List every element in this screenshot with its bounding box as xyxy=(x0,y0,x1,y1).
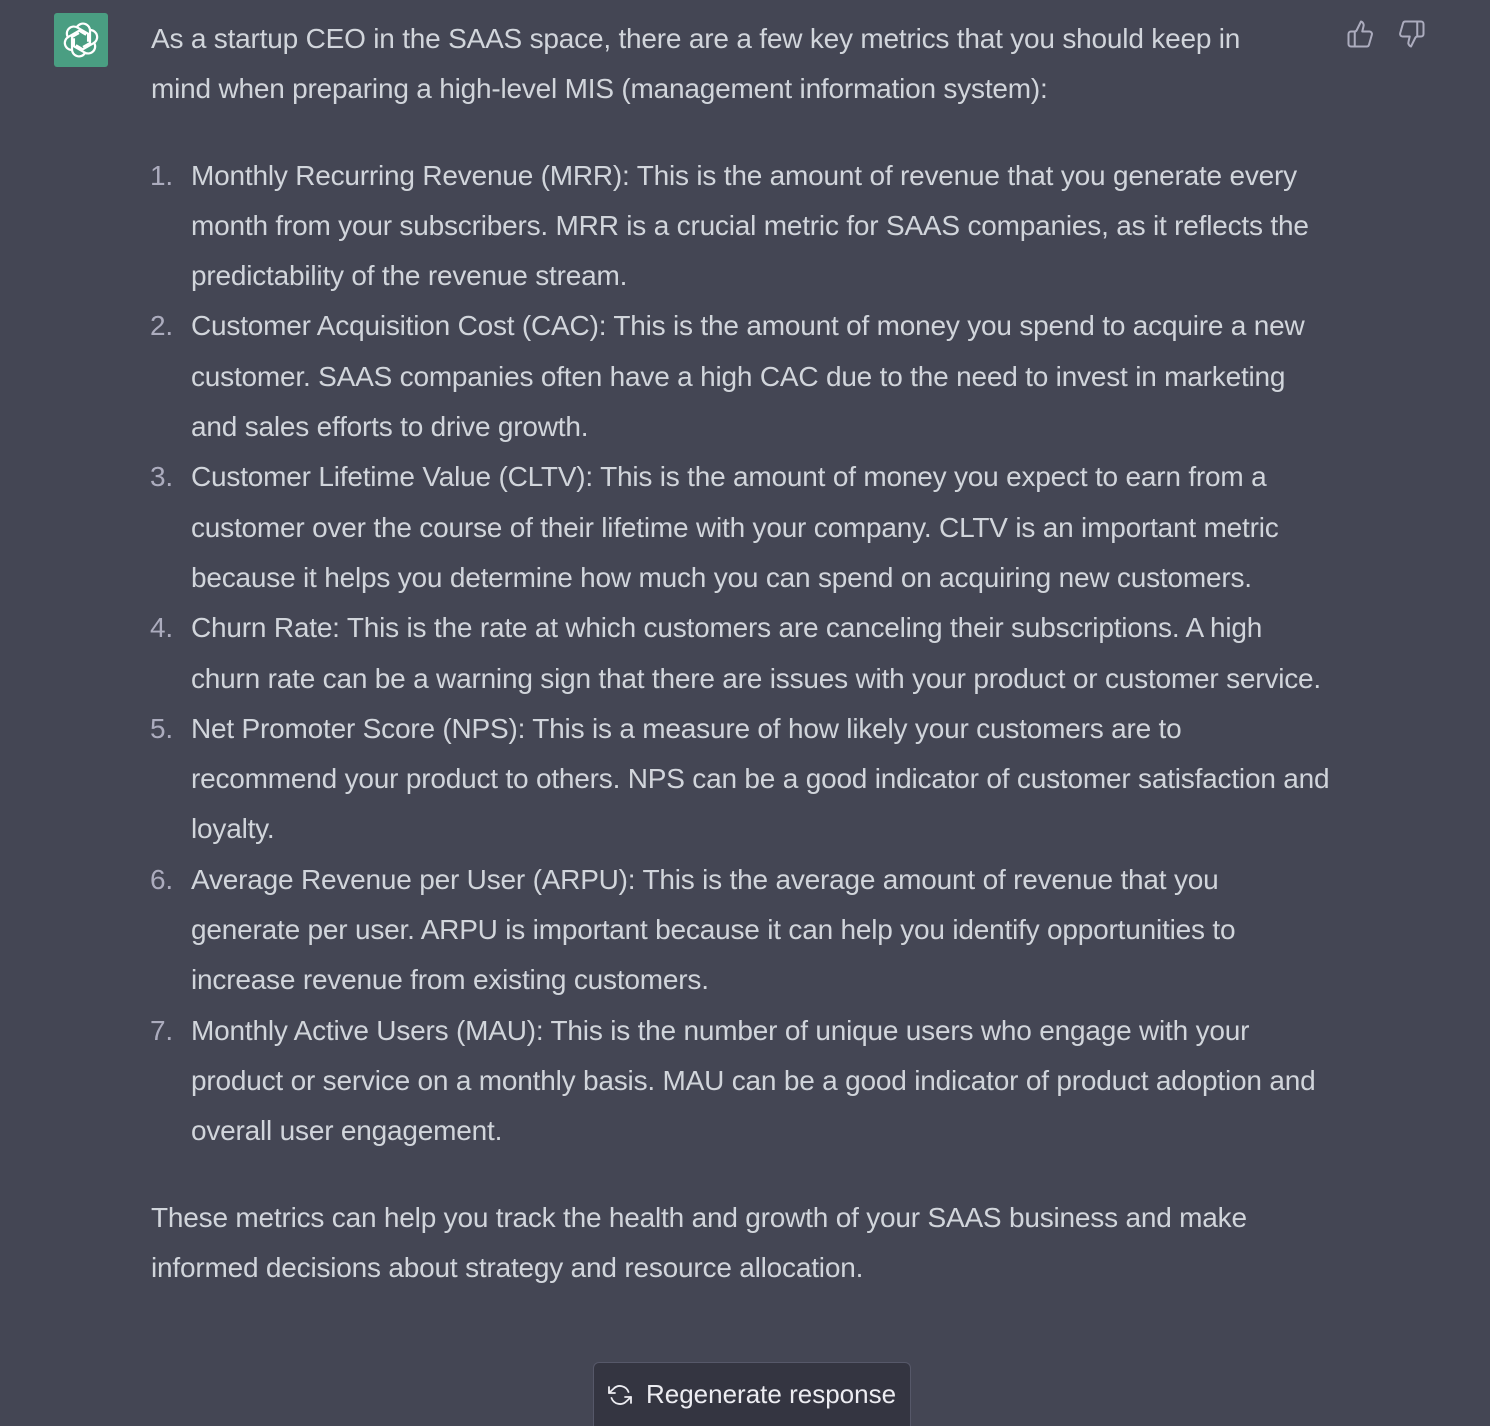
message-intro: As a startup CEO in the SAAS space, there are a few key metrics that you should keep in mind when preparing a high-level MIS (management information system): xyxy=(151,23,1241,105)
list-number: 5. xyxy=(150,712,173,744)
list-number: 7. xyxy=(150,1014,173,1046)
message-outro: These metrics can help you track the health and growth of your SAAS business and make informed decisions about strategy and resource allocation. xyxy=(151,1201,1247,1283)
thumbs-down-icon xyxy=(1396,19,1426,49)
list-number: 4. xyxy=(150,612,173,644)
list-item-text: Net Promoter Score (NPS): This is a measure of how likely your customers are to recommend your product to others. NPS can be a good indicator of customer satisfaction and loyalty. xyxy=(191,712,1330,845)
openai-logo-icon xyxy=(61,20,101,60)
metrics-list xyxy=(151,151,1351,1157)
list-item-text: Customer Lifetime Value (CLTV): This is the amount of money you expect to earn from a customer over the course of their lifetime with your company. CLTV is an important metric because it helps you determine how much you can spend on acquiring new customers. xyxy=(191,461,1279,593)
list-item xyxy=(151,855,1331,1006)
assistant-message xyxy=(151,14,1351,1293)
list-item xyxy=(151,452,1331,603)
list-number: 1. xyxy=(150,159,173,191)
list-item-text: Customer Acquisition Cost (CAC): This is the amount of money you spend to acquire a new customer. SAAS companies often have a high CAC due to the need to invest in marketing and sales efforts to drive growth. xyxy=(191,310,1305,443)
regenerate-response-button[interactable] xyxy=(593,1362,911,1426)
list-number: 3. xyxy=(150,461,173,493)
list-number: 2. xyxy=(150,310,173,342)
list-item xyxy=(151,151,1331,302)
refresh-icon xyxy=(608,1383,632,1407)
list-item xyxy=(151,301,1331,452)
regenerate-label: Regenerate response xyxy=(645,1379,897,1409)
thumbs-down-button[interactable] xyxy=(1395,18,1427,50)
list-item-text: Churn Rate: This is the rate at which customers are canceling their subscriptions. A high churn rate can be a warning sign that there are issues with your product or customer service. xyxy=(191,612,1321,694)
list-item xyxy=(151,603,1331,704)
feedback-buttons xyxy=(1345,18,1427,50)
list-item-text: Average Revenue per User (ARPU): This is the average amount of revenue that you generate per user. ARPU is important because it can help you identify opportunities to increase revenue from existing customers. xyxy=(191,863,1236,996)
list-item-text: Monthly Active Users (MAU): This is the number of unique users who engage with your product or service on a monthly basis. MAU can be a good indicator of product adoption and overall user engagement. xyxy=(191,1014,1316,1147)
assistant-avatar xyxy=(54,13,108,67)
list-item xyxy=(151,704,1331,855)
list-item-text: Monthly Recurring Revenue (MRR): This is the amount of revenue that you generate every month from your subscribers. MRR is a crucial metric for SAAS companies, as it reflects the predictability of the revenue stream. xyxy=(191,159,1309,292)
list-number: 6. xyxy=(150,863,173,895)
list-item xyxy=(151,1006,1331,1157)
